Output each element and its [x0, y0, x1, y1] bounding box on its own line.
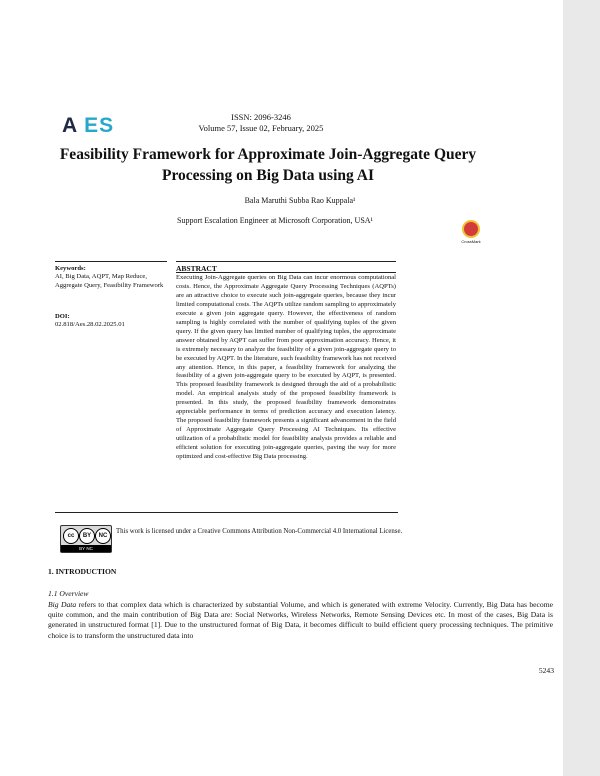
author-affiliation: Support Escalation Engineer at Microsoft Corporation, USA¹ [177, 216, 373, 225]
license-text: This work is licensed under a Creative Commons Attribution Non-Commercial 4.0 International License. [116, 528, 403, 535]
keywords-label: Keywords: [55, 265, 86, 272]
issn-text: ISSN: 2096-3246 [231, 112, 291, 122]
doi-text[interactable]: 02.818/Aes.28.02.2025.01 [55, 321, 125, 329]
body-text: refers to that complex data which is characterized by substantial Volume, and which is generated with extreme Velocity. Currently, Big Data has become quite common, and the main contribution of Big Data are: Social Networks, Wireless Networks, Remote Sensing Devices etc. In most of the cases, Big Data is generated in unstructured format [1]. Due to the unstructured format of Big Data, it becomes difficult to build efficient query processing techniques. The primitive choice is to transform the unstructured data into [48, 600, 553, 640]
author-name: Bala Maruthi Subba Rao Kuppala¹ [244, 196, 356, 205]
nc-icon: NC [95, 528, 111, 544]
keywords-column [55, 265, 167, 329]
section-heading: 1. INTRODUCTION [48, 567, 117, 576]
crossmark-badge[interactable] [460, 220, 482, 244]
body-paragraph [48, 600, 553, 641]
logo-a: A [62, 114, 79, 137]
volume-text: Volume 57, Issue 02, February, 2025 [198, 123, 324, 133]
by-icon: BY [79, 528, 95, 544]
journal-info [176, 112, 346, 134]
keywords-rule [55, 261, 167, 262]
subsection-heading: 1.1 Overview [48, 589, 89, 598]
crossmark-label: CrossMark [461, 239, 481, 244]
abstract-bottom-rule [55, 512, 398, 513]
page-number: 5243 [538, 666, 554, 675]
abstract-text: Executing Join-Aggregate queries on Big Data can incur enormous computational costs. Hence, the Approximate Aggregate Query Processing Techniques (AQPTs) are an attractive choice to execute such join-aggregate queries, because they incur limited computational costs. The AQPTs utilize random sampling to approximately execute a given join aggregate query. However, the effectiveness of random sampling is highly correlated with the number of qualifying tuples of the given query. If the given query has limited number of qualifying tuples, the approximate answer obtained by AQPT can suffer from poor approximation accuracy. Hence, it is extremely necessary to analyze the feasibility of a given join-aggregate query to be executed by AQPT. In the literature, such feasibility framework has not received any attention. Hence, in this paper, a feasibility framework for analyzing the feasibility of a given join-aggregate query to be executed by AQPT, is presented. This proposed feasibility framework is designed through the aid of a probabilistic model. An empirical analysis study of the proposed feasibility framework is presented. In this study, the proposed feasibility framework demonstrates appreciable performance in terms of prediction accuracy and execution latency. The proposed feasibility framework presents a significant advancement in the field of Approximate Aggregate Query Processing AI Techniques. Its effective utilization of a probabilistic model for feasibility analysis provides a reliable and efficient solution for executing join-aggregate queries, paving the way for more optimized and cost-effective Big Data processing. [176, 274, 396, 461]
crossmark-icon [462, 220, 480, 238]
logo-es: ES [84, 114, 115, 137]
cc-icon: cc [63, 528, 79, 544]
abstract-heading: ABSTRACT [176, 264, 217, 273]
paper-title: Feasibility Framework for Approximate Join-Aggregate Query Processing on Big Data using AI [59, 146, 477, 184]
body-lead-term: Big Data [48, 600, 77, 609]
cc-badge-strip: BY NC [61, 545, 111, 552]
viewer-sidebar [563, 0, 600, 776]
journal-logo [62, 114, 114, 138]
keywords-text: AI, Big Data, AQPT, Map Reduce, Aggregate Query, Feasibility Framework [55, 273, 164, 289]
cc-license-badge[interactable] [60, 525, 112, 553]
doi-label: DOI: [55, 312, 70, 320]
abstract-top-rule [176, 261, 396, 262]
